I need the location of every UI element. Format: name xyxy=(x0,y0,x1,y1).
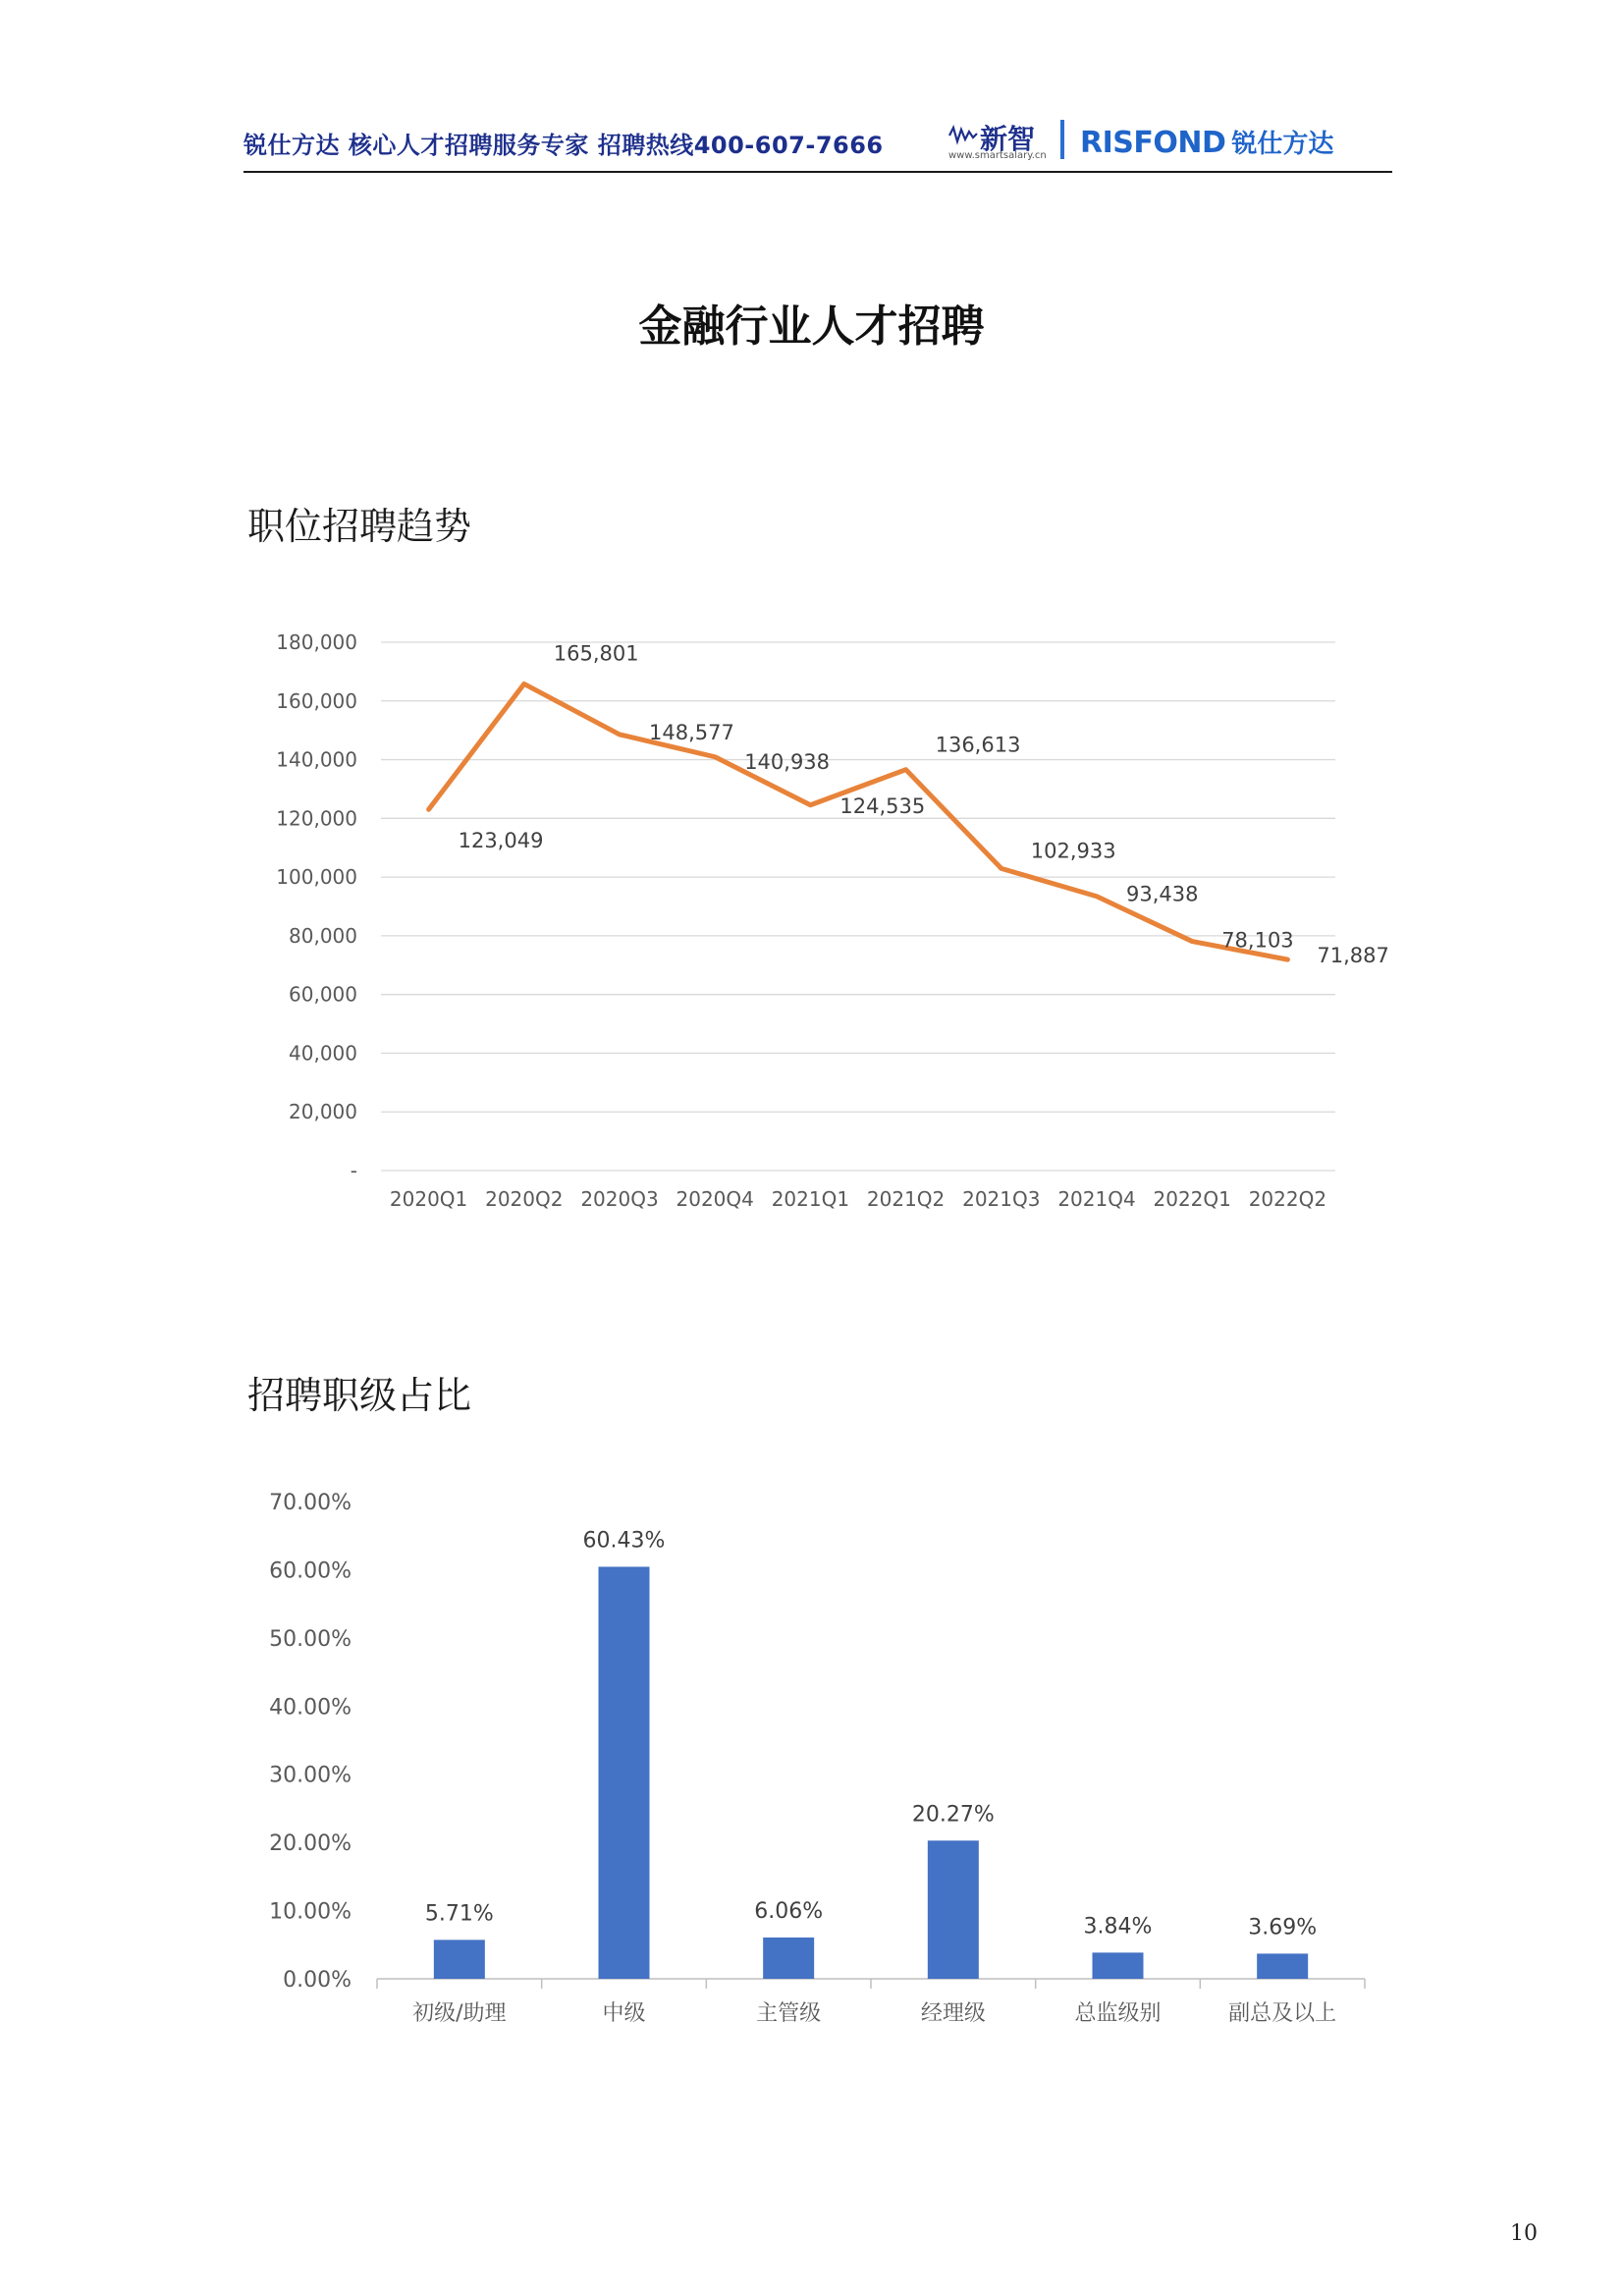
x-tick-label: 副总及以上 xyxy=(1228,2001,1337,2026)
y-tick-label: - xyxy=(350,1159,357,1182)
risfond-logo-cn: 锐仕方达 xyxy=(1231,130,1334,159)
y-tick-label: 100,000 xyxy=(276,865,357,890)
data-label: 6.06% xyxy=(754,1898,824,1924)
x-tick-label: 2020Q3 xyxy=(580,1187,659,1211)
x-tick-label: 2021Q2 xyxy=(866,1187,946,1211)
bar xyxy=(928,1840,979,1979)
x-tick-label: 2020Q4 xyxy=(676,1187,754,1211)
x-tick-label: 2020Q2 xyxy=(485,1187,564,1211)
data-label: 3.69% xyxy=(1248,1915,1318,1941)
x-tick-label: 2022Q2 xyxy=(1248,1187,1327,1211)
y-tick-label: 140,000 xyxy=(276,747,357,772)
data-label: 5.71% xyxy=(424,1901,494,1927)
bar xyxy=(599,1566,650,1979)
y-tick-label: 120,000 xyxy=(276,806,357,831)
data-label: 136,613 xyxy=(935,733,1021,757)
data-label: 123,049 xyxy=(458,829,544,853)
y-tick-label: 60,000 xyxy=(289,982,357,1007)
data-label: 60.43% xyxy=(582,1528,666,1554)
data-label: 102,933 xyxy=(1030,839,1116,863)
data-label: 3.84% xyxy=(1083,1914,1153,1940)
page-title: 金融行业人才招聘 xyxy=(638,301,985,352)
data-label: 71,887 xyxy=(1317,944,1389,968)
x-tick-label: 初级/助理 xyxy=(412,2001,507,2026)
y-tick-label: 70.00% xyxy=(269,1491,352,1515)
data-label: 148,577 xyxy=(649,720,734,744)
x-tick-label: 经理级 xyxy=(920,2001,986,2026)
y-tick-label: 60.00% xyxy=(269,1558,352,1584)
y-tick-label: 20.00% xyxy=(269,1831,352,1857)
y-tick-label: 10.00% xyxy=(269,1899,352,1925)
x-tick-label: 主管级 xyxy=(756,2001,822,2026)
y-tick-label: 0.00% xyxy=(283,1968,352,1993)
risfond-logo-en: RISFOND xyxy=(1080,126,1226,160)
data-label: 20.27% xyxy=(911,1802,995,1828)
x-tick-label: 总监级别 xyxy=(1074,2001,1162,2026)
page-header xyxy=(243,123,1392,173)
level-section-title: 招聘职级占比 xyxy=(247,1374,472,1417)
trend-section-title: 职位招聘趋势 xyxy=(247,505,472,548)
xinzhi-logo-name: 新智 xyxy=(980,123,1036,155)
xinzhi-logo xyxy=(948,118,1047,167)
x-tick-label: 中级 xyxy=(602,2001,646,2026)
data-label: 140,938 xyxy=(744,749,831,774)
logo-divider xyxy=(1060,120,1064,159)
bar xyxy=(434,1940,485,1979)
bar xyxy=(1093,1952,1144,1979)
y-tick-label: 50.00% xyxy=(269,1626,352,1652)
bar xyxy=(1257,1953,1308,1979)
risfond-logo xyxy=(1080,124,1333,160)
page-number: 10 xyxy=(1510,2221,1538,2246)
xinzhi-wave-icon xyxy=(948,124,978,145)
data-label: 124,535 xyxy=(839,793,926,818)
trend-series-line xyxy=(429,683,1288,959)
x-tick-label: 2021Q4 xyxy=(1057,1187,1136,1211)
bar xyxy=(763,1938,814,1979)
data-label: 165,801 xyxy=(553,641,639,666)
data-label: 78,103 xyxy=(1221,928,1294,953)
y-tick-label: 40,000 xyxy=(289,1041,357,1066)
recruitment-trend-chart xyxy=(247,609,1389,1237)
y-tick-label: 180,000 xyxy=(276,630,357,654)
y-tick-label: 20,000 xyxy=(289,1100,357,1124)
x-tick-label: 2021Q3 xyxy=(962,1187,1041,1211)
header-tagline: 锐仕方达 核心人才招聘服务专家 招聘热线400-607-7666 xyxy=(243,132,884,159)
y-tick-label: 40.00% xyxy=(269,1695,352,1721)
x-tick-label: 2022Q1 xyxy=(1153,1187,1231,1211)
y-tick-label: 30.00% xyxy=(269,1763,352,1788)
x-tick-label: 2020Q1 xyxy=(389,1187,468,1211)
data-label: 93,438 xyxy=(1126,882,1199,906)
y-tick-label: 80,000 xyxy=(289,923,357,948)
y-tick-label: 160,000 xyxy=(276,688,357,713)
x-tick-label: 2021Q1 xyxy=(771,1187,850,1211)
job-level-share-chart xyxy=(247,1468,1396,2057)
xinzhi-logo-url: www.smartsalary.cn xyxy=(948,150,1047,161)
